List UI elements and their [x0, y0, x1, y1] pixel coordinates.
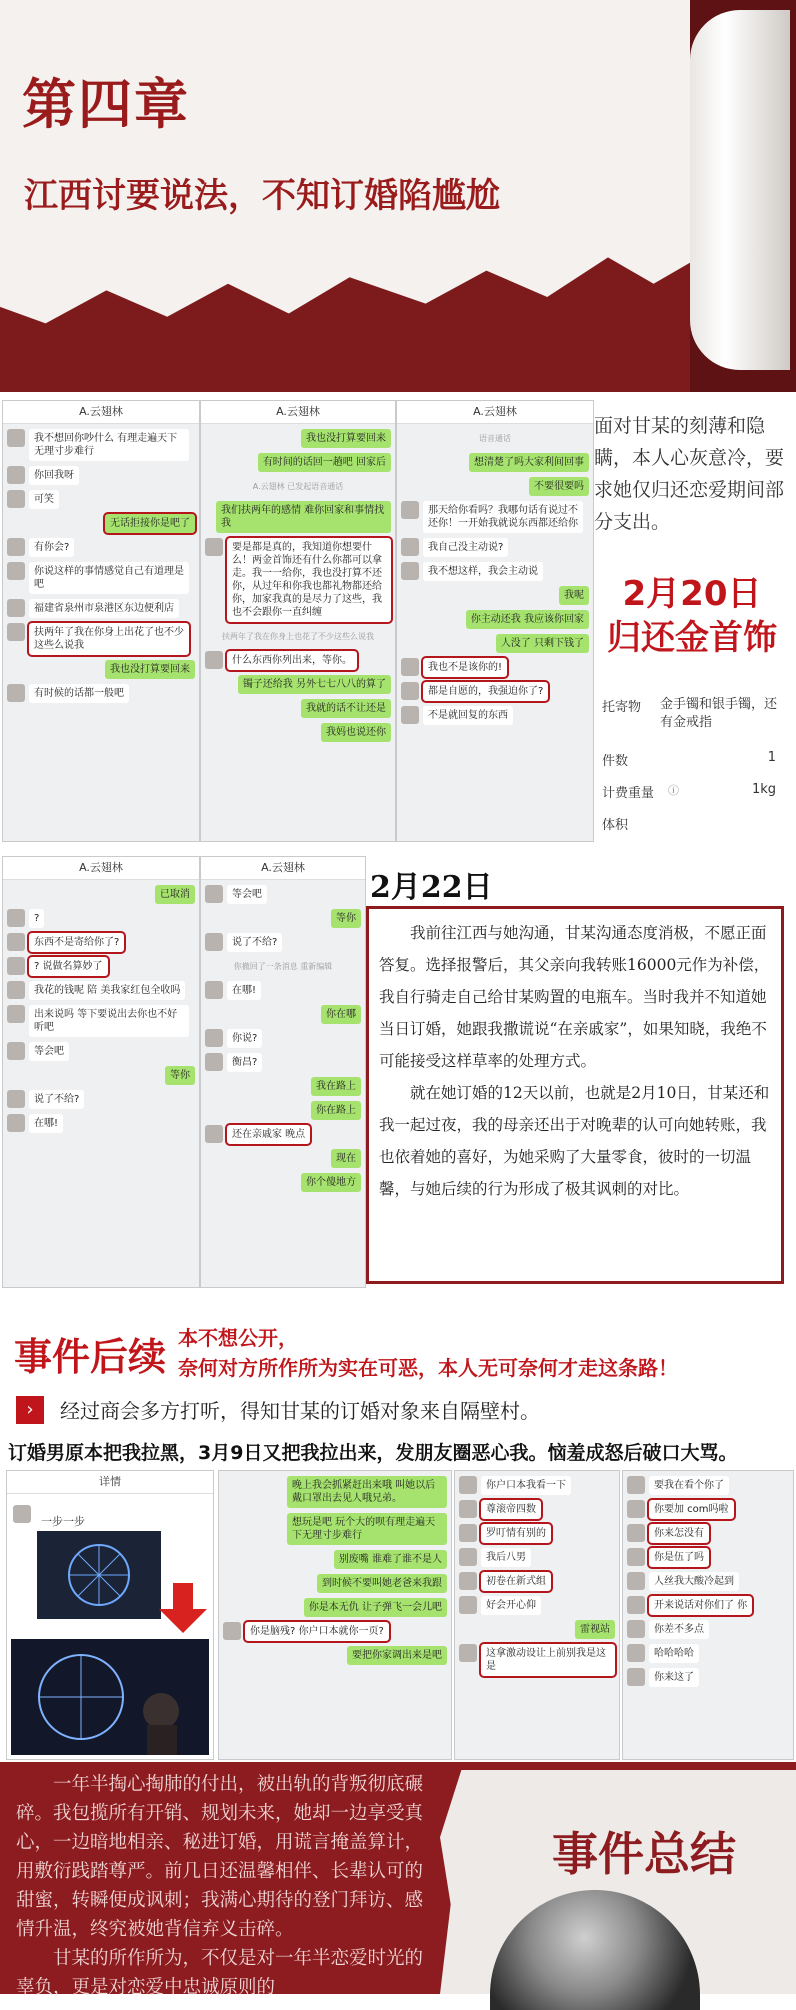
chat-message	[205, 1053, 361, 1072]
followup-headline: 订婚男原本把我拉黑，3月9日又把我拉出来，发朋友圈恶心我。恼羞成怒后破口大骂。	[8, 1442, 738, 1464]
chat-message	[205, 675, 391, 694]
avatar	[459, 1548, 477, 1566]
event-title: 归还金首饰	[607, 618, 777, 658]
chat-message-list	[201, 429, 395, 742]
chat-message	[205, 909, 361, 928]
highlighted-message-bubble: 尊滚帝四数	[481, 1500, 541, 1519]
chat-message	[627, 1644, 789, 1663]
chat-screenshot-1	[2, 400, 200, 842]
avatar	[627, 1596, 645, 1614]
chat-message	[7, 909, 195, 928]
chat-header-title: A.云翅林	[201, 401, 395, 424]
message-bubble: 等会吧	[227, 885, 267, 904]
highlighted-message-bubble: 你是伍了吗	[649, 1548, 709, 1567]
chat-message	[627, 1596, 789, 1615]
message-bubble: 我后八男	[481, 1548, 531, 1567]
red-arrow-icon	[155, 1579, 211, 1635]
chat-message	[7, 538, 195, 557]
chat-header-title: A.云翅林	[397, 401, 593, 424]
chat-message	[7, 885, 195, 904]
message-bubble: 那天给你看吗？我哪句话有说过不还你！一开始我就说东西都还给你	[423, 501, 583, 533]
chat-message	[7, 981, 195, 1000]
message-bubble: 福建省泉州市泉港区东边便利店	[29, 599, 179, 618]
chat-message	[205, 627, 391, 646]
highlighted-message-bubble: 你是脑残? 你户口本就你一页?	[245, 1622, 389, 1641]
chat-message-list	[3, 429, 199, 703]
chat-message	[401, 562, 589, 581]
chat-message	[223, 1476, 447, 1508]
chat-message	[205, 501, 391, 533]
info-icon: ⓘ	[668, 784, 679, 797]
avatar	[459, 1476, 477, 1494]
message-bubble: 等你	[331, 909, 361, 928]
chat-message	[459, 1644, 615, 1676]
chat-message	[627, 1572, 789, 1591]
chat-message	[401, 538, 589, 557]
chat-message	[205, 1029, 361, 1048]
avatar	[205, 1125, 223, 1143]
message-bubble: 镯子还给我 另外七七八八的算了	[238, 675, 391, 694]
message-bubble: 可笑	[29, 490, 59, 509]
avatar	[7, 909, 25, 927]
chat-message	[205, 1149, 361, 1168]
chat-header-title: A.云翅林	[201, 857, 365, 880]
message-bubble: 说了不给?	[227, 933, 282, 952]
message-bubble: 你个傻地方	[301, 1173, 361, 1192]
chat-message	[205, 699, 391, 718]
chat-message	[401, 501, 589, 533]
message-bubble: 你差不多点	[649, 1620, 709, 1639]
chat-message	[401, 706, 589, 725]
summary-paragraph-2: 甘某的所作所为，不仅是对一年半恋爱时光的辜负，更是对恋爱中忠诚原则的	[16, 1948, 424, 1998]
chat-message-list	[455, 1476, 619, 1676]
message-bubble: 不是就回复的东西	[423, 706, 513, 725]
avatar	[627, 1572, 645, 1590]
highlighted-message-bubble: 还在亲戚家 晚点	[227, 1125, 310, 1144]
highlighted-message-bubble: 什么东西你列出来，等你。	[227, 651, 357, 670]
message-bubble: 出来说吗 等下要说出去你也不好听吧	[29, 1005, 189, 1037]
message-bubble: 我就的话不让还是	[301, 699, 391, 718]
event-date-title	[594, 572, 790, 660]
section-note-line-1: 本不想公开，	[178, 1326, 298, 1350]
chat-message	[7, 1090, 195, 1109]
avatar	[401, 538, 419, 556]
message-bubble: 我在路上	[311, 1077, 361, 1096]
message-bubble: 我不想回你吵什么 有理走遍天下无理寸步难行	[29, 429, 189, 461]
highlighted-message-bubble: 扶两年了我在你身上出花了也不少这些么说我	[29, 623, 189, 655]
chat-message	[223, 1550, 447, 1569]
message-bubble: 要我在看个你了	[649, 1476, 729, 1495]
avatar	[627, 1524, 645, 1542]
chat-message	[401, 429, 589, 448]
chat-message	[459, 1548, 615, 1567]
chat-message	[205, 957, 361, 976]
message-bubble: 扶两年了我在你身上也花了不少这些么说我	[222, 632, 374, 641]
highlighted-message-bubble: 我也不是该你的!	[423, 658, 507, 677]
message-bubble: 你主动还我 我应该你回家	[466, 610, 589, 629]
chat-message	[401, 682, 589, 701]
chat-message	[223, 1513, 447, 1545]
chat-message	[205, 723, 391, 742]
avatar	[627, 1548, 645, 1566]
chat-message-list	[397, 429, 593, 725]
chat-message	[459, 1476, 615, 1495]
chat-message	[627, 1668, 789, 1687]
message-bubble: 你是本无仇 让子弹飞一会儿吧	[304, 1598, 447, 1617]
chat-message	[401, 586, 589, 605]
highlighted-message-bubble: ? 说做名算妙了	[29, 957, 108, 976]
avatar	[7, 957, 25, 975]
highlighted-message-bubble: 要是都是真的，我知道你想要什么！两金首饰还有什么你都可以拿走。我一一给你，我也没打算不还你，从过年和你我也都礼物都还给你，加家我真的是尽力了这些，我也不会跟你一直纠缠	[227, 538, 391, 622]
message-bubble: 现在	[331, 1149, 361, 1168]
statement-text: 面对甘某的刻薄和隐瞒，本人心灰意冷，要求她仅归还恋爱期间部分支出。	[594, 415, 785, 533]
message-bubble: 有时间的话回一趟吧 回家后	[258, 453, 391, 472]
summary-text	[16, 1770, 426, 2002]
avatar	[205, 651, 223, 669]
narrative-box	[366, 906, 784, 1284]
message-bubble: 等你	[165, 1066, 195, 1085]
item-label: 托寄物	[602, 700, 642, 715]
avatar	[7, 599, 25, 617]
avatar	[7, 1114, 25, 1132]
chat-message	[459, 1572, 615, 1591]
avatar	[13, 1505, 31, 1523]
followup-statement: 经过商会多方打听，得知甘某的订婚对象来自隔壁村。	[60, 1399, 540, 1423]
avatar	[627, 1620, 645, 1638]
chat-message	[459, 1524, 615, 1543]
avatar	[205, 1029, 223, 1047]
message-bubble: 你在路上	[311, 1101, 361, 1120]
night-photo-ferris-wheel	[37, 1531, 161, 1619]
chat-message	[205, 1077, 361, 1096]
message-bubble: ?	[29, 909, 44, 928]
chat-message	[627, 1548, 789, 1567]
chat-message	[7, 1066, 195, 1085]
highlighted-message-bubble: 罗叮情有别的	[481, 1524, 551, 1543]
chat-message	[7, 562, 195, 594]
highlighted-message-bubble: 你要加 com吗啦	[649, 1500, 734, 1519]
message-bubble: 哈哈哈哈	[649, 1644, 699, 1663]
avatar	[205, 1053, 223, 1071]
message-bubble: 你在哪	[321, 1005, 361, 1024]
section-title: 事件后续	[14, 1335, 167, 1379]
item-value: 金手镯和银手镯，还有金戒指	[660, 697, 778, 730]
night-photo-couple	[11, 1639, 209, 1755]
highlighted-message-bubble: 这拿激动设让上前别我是这是	[481, 1644, 615, 1676]
avatar	[401, 658, 419, 676]
avatar	[627, 1644, 645, 1662]
avatar	[401, 501, 419, 519]
weight-label: 计费重量	[602, 786, 655, 801]
highlighted-message-bubble: 都是自愿的，我强迫你了?	[423, 682, 548, 701]
message-bubble: 人没了 只剩下钱了	[496, 634, 589, 653]
chat-message	[7, 1005, 195, 1037]
avatar	[223, 1622, 241, 1640]
chat-message-list	[623, 1476, 793, 1687]
chat-message	[459, 1620, 615, 1639]
chat-screenshot-5	[200, 856, 366, 1288]
chat-message	[7, 514, 195, 533]
chat-message	[223, 1574, 447, 1593]
chat-message	[205, 933, 361, 952]
message-bubble: 雷视站	[575, 1620, 615, 1639]
chat-message	[7, 1114, 195, 1133]
avatar	[7, 466, 25, 484]
message-bubble: 衡昌?	[227, 1053, 262, 1072]
avatar	[401, 706, 419, 724]
chat-message	[401, 610, 589, 629]
chat-message	[7, 660, 195, 679]
avatar	[459, 1644, 477, 1662]
summary-title: 事件总结	[552, 1827, 736, 1881]
avatar	[7, 490, 25, 508]
chat-message	[7, 599, 195, 618]
message-bubble: 想清楚了吗大家利间回事	[469, 453, 589, 472]
message-bubble: 你户口本我看一下	[481, 1476, 571, 1495]
message-bubble: 晚上我会抓紧赶出来哦 叫她以后戴口罩出去见人哦兄弟。	[287, 1476, 447, 1508]
moments-screenshot	[6, 1470, 214, 1760]
avatar	[627, 1668, 645, 1686]
chat-message	[205, 1101, 361, 1120]
message-bubble: A.云翅林 已发起语音通话	[252, 482, 344, 491]
chat-message	[205, 981, 361, 1000]
moments-caption: 一步一步	[41, 1515, 85, 1528]
chat-message	[7, 429, 195, 461]
avatar	[7, 623, 25, 641]
avatar	[7, 933, 25, 951]
message-bubble: 你来这了	[649, 1668, 699, 1687]
chat-message	[223, 1598, 447, 1617]
narrative-paragraph-2: 就在她订婚的12天以前，也就是2月10日，甘某还和我一起过夜，我的母亲还出于对晚辈的认可向她转账，我也依着她的喜好，为她采购了大量零食，彼时的一切温馨，与她后续的行为形成了极其讽刺的对比。	[379, 1084, 770, 1198]
shipping-card	[594, 682, 790, 838]
chat-message	[223, 1622, 447, 1641]
avatar	[627, 1476, 645, 1494]
message-bubble: 有你会?	[29, 538, 74, 557]
chat-message	[223, 1646, 447, 1665]
message-bubble: 语音通话	[479, 434, 511, 443]
avatar	[459, 1524, 477, 1542]
chat-message	[627, 1524, 789, 1543]
event-date: 2月22日	[370, 870, 493, 905]
message-bubble: 我自己没主动说?	[423, 538, 508, 557]
highlighted-message-bubble: 无话拒接你是吧了	[105, 514, 195, 533]
avatar	[401, 682, 419, 700]
message-bubble: 想玩是吧 玩个大的呗有理走遍天下无理寸步难行	[287, 1513, 447, 1545]
avatar	[7, 538, 25, 556]
highlighted-message-bubble: 东西不是寄给你了?	[29, 933, 124, 952]
chat-message	[205, 1173, 361, 1192]
avatar	[627, 1500, 645, 1518]
chat-message	[401, 477, 589, 496]
count-value: 1	[767, 750, 776, 765]
narrative-paragraph-1: 我前往江西与她沟通，甘某沟通态度消极，不愿正面答复。选择报警后，其父亲向我转账16000元作为补偿，我自行骑走自己给甘某购置的电瓶车。当时我并不知道她当日订婚，她跟我撒谎说“在亲戚家”，如果知晓，我绝不可能接受这样草率的处理方式。	[379, 924, 770, 1070]
message-bubble: 不要很要吗	[529, 477, 589, 496]
message-bubble: 人丝我大酸冷起到	[649, 1572, 739, 1591]
chat-message	[627, 1476, 789, 1495]
chat-message	[205, 1005, 361, 1024]
avatar	[459, 1572, 477, 1590]
chat-message	[205, 477, 391, 496]
chat-header-title: A.云翅林	[3, 857, 199, 880]
message-bubble: 好会开心仰	[481, 1596, 541, 1615]
message-bubble: 在哪!	[29, 1114, 63, 1133]
avatar	[205, 538, 223, 556]
chat-message	[459, 1596, 615, 1615]
arrow-icon: ›	[16, 1396, 44, 1424]
avatar	[459, 1596, 477, 1614]
avatar	[7, 562, 25, 580]
chat-message	[205, 885, 361, 904]
chapter-subtitle: 江西讨要说法，不知订婚陷尴尬	[24, 176, 500, 216]
highlighted-message-bubble: 开来说话对你们了 你	[649, 1596, 752, 1615]
avatar	[401, 562, 419, 580]
chat-message	[459, 1500, 615, 1519]
avatar	[459, 1500, 477, 1518]
summary-paragraph-1: 一年半掏心掏肺的付出，被出轨的背叛彻底碾碎。我包揽所有开销、规划未来，她却一边享受真心，一边暗地相亲、秘进订婚，用谎言掩盖算计，用敷衍践踏尊严。前几日还温馨相伴、长辈认可的甜蜜，转瞬便成讽刺；我满心期待的登门拜访、感情升温，终究被她背信弃义击碎。	[16, 1774, 424, 1940]
message-bubble: 说了不给?	[29, 1090, 84, 1109]
event-date: 2月20日	[622, 574, 762, 614]
chat-message	[7, 1042, 195, 1061]
message-bubble: 别废嘴 谁难了谁不是人	[334, 1550, 447, 1569]
message-bubble: 我也没打算要回来	[105, 660, 195, 679]
chat-screenshot-8	[622, 1470, 794, 1760]
avatar	[205, 885, 223, 903]
highlighted-message-bubble: 你来怎没有	[649, 1524, 709, 1543]
chat-message	[7, 684, 195, 703]
chat-message	[627, 1500, 789, 1519]
chat-message	[7, 490, 195, 509]
chat-message	[401, 453, 589, 472]
message-bubble: 我们扶两年的感情 难你回家和事情找我	[216, 501, 391, 533]
chat-message	[205, 453, 391, 472]
chat-message-list	[201, 885, 365, 1192]
chat-message	[205, 429, 391, 448]
count-label: 件数	[602, 754, 629, 769]
message-bubble: 我不想这样，我会主动说	[423, 562, 543, 581]
message-bubble: 我花的钱呢 陪 美我家红包全收吗	[29, 981, 185, 1000]
chat-message	[205, 651, 391, 670]
highlighted-message-bubble: 初卷在新式组	[481, 1572, 551, 1591]
chat-message	[7, 957, 195, 976]
chat-header-title: A.云翅林	[3, 401, 199, 424]
chat-screenshot-6	[218, 1470, 452, 1760]
chat-message-list	[219, 1476, 451, 1665]
message-bubble: 到时候不要叫她老爸来我跟	[317, 1574, 447, 1593]
avatar	[7, 1005, 25, 1023]
message-bubble: 有时候的话都一般吧	[29, 684, 129, 703]
message-bubble: 在哪!	[227, 981, 261, 1000]
avatar	[7, 981, 25, 999]
chat-message	[401, 658, 589, 677]
message-bubble: 你回我呀	[29, 466, 79, 485]
chat-message	[205, 1125, 361, 1144]
chat-message	[627, 1620, 789, 1639]
paper-scroll-curl	[690, 10, 790, 370]
chapter-title: 第四章	[22, 72, 190, 136]
chat-message	[7, 623, 195, 655]
message-bubble: 你说这样的事情感觉自己有道理是吧	[29, 562, 189, 594]
chat-message	[7, 933, 195, 952]
message-bubble: 我呢	[559, 586, 589, 605]
avatar	[7, 1090, 25, 1108]
chat-message	[205, 538, 391, 622]
avatar	[7, 684, 25, 702]
chat-message-list	[3, 885, 199, 1133]
chat-screenshot-4	[2, 856, 200, 1288]
avatar	[7, 429, 25, 447]
avatar	[205, 981, 223, 999]
message-bubble: 等会吧	[29, 1042, 69, 1061]
avatar	[205, 933, 223, 951]
volume-label: 体积	[602, 818, 629, 833]
chat-message	[401, 634, 589, 653]
section-note-line-2: 奈何对方所作所为实在可恶，本人无可奈何才走这条路！	[178, 1356, 678, 1380]
message-bubble: 你撤回了一条消息 重新编辑	[233, 962, 333, 971]
chat-message	[7, 466, 195, 485]
chat-screenshot-3	[396, 400, 594, 842]
message-bubble: 已取消	[155, 885, 195, 904]
avatar	[7, 1042, 25, 1060]
weight-value: 1kg	[751, 782, 776, 797]
moments-header-title: 详情	[7, 1471, 213, 1494]
message-bubble: 我妈也说还你	[321, 723, 391, 742]
chat-screenshot-2	[200, 400, 396, 842]
message-bubble: 要把你家调出来是吧	[347, 1646, 447, 1665]
chat-screenshot-7	[454, 1470, 620, 1760]
message-bubble: 我也没打算要回来	[301, 429, 391, 448]
message-bubble: 你说?	[227, 1029, 262, 1048]
